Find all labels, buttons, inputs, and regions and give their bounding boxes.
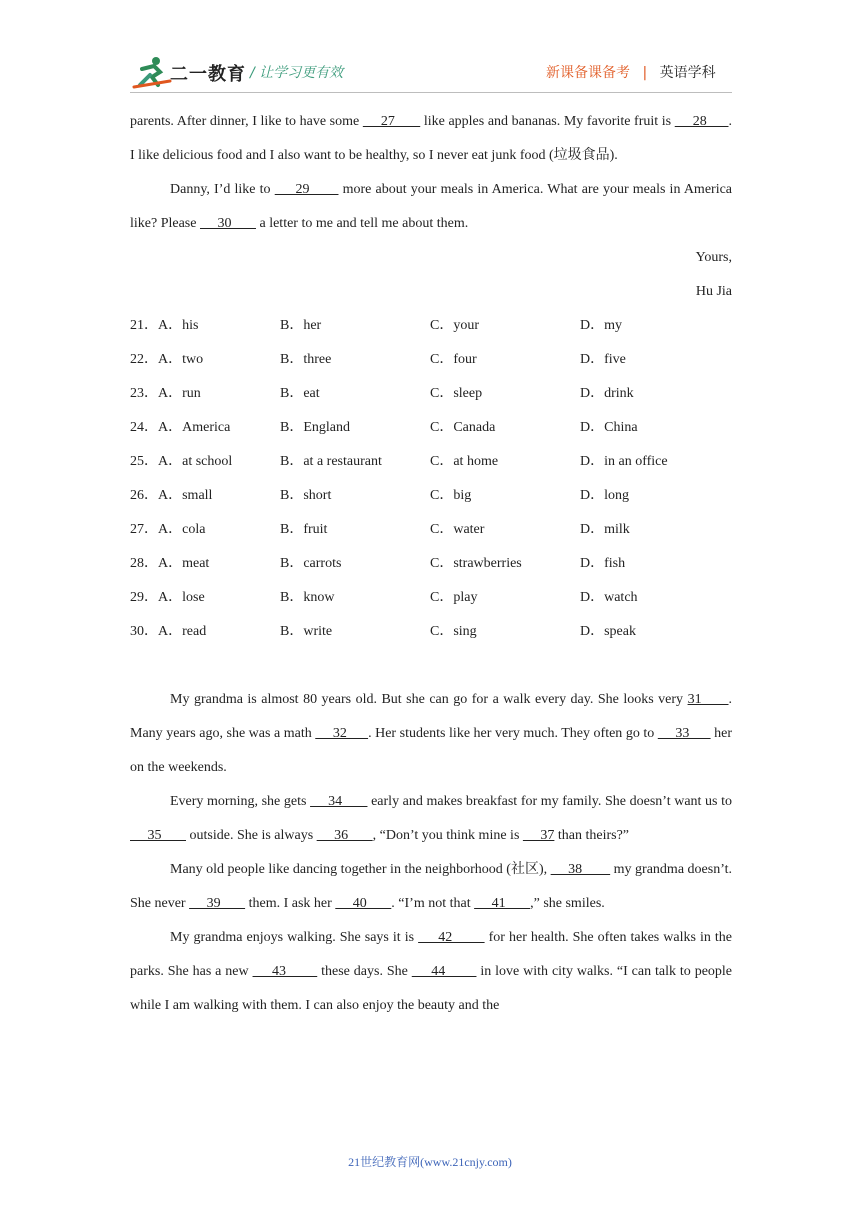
text-run: Many old people like dancing together in the neighborhood (社区), xyxy=(170,862,551,877)
blank-35: 35 xyxy=(130,828,186,843)
blank-41: 41 xyxy=(474,896,531,911)
text-run: . Many years ago, she was a math xyxy=(130,692,733,741)
option-c: C．at home xyxy=(430,454,499,469)
blank-28: 28 xyxy=(674,114,729,129)
blank-33: 33 xyxy=(657,726,711,741)
option-d: D．fish xyxy=(580,556,626,571)
option-c: C．four xyxy=(430,352,477,367)
blank-43: 43 xyxy=(252,964,318,979)
option-d: D．drink xyxy=(580,386,634,401)
option-d: D．speak xyxy=(580,624,636,639)
runner-logo-icon xyxy=(132,55,172,89)
text-run: her on the weekends. xyxy=(130,726,732,775)
blank-32: 32 xyxy=(315,726,369,741)
text-run: a letter to me and tell me about them. xyxy=(255,216,469,231)
text-run: Every morning, she gets xyxy=(170,794,311,809)
option-d: D．milk xyxy=(580,522,630,537)
blank-44: 44 xyxy=(411,964,477,979)
blank-37: 37 xyxy=(522,828,555,843)
option-row xyxy=(130,513,732,547)
option-c: C．sing xyxy=(430,624,477,639)
option-a: 27．A．cola xyxy=(130,522,206,537)
text-run: early and makes breakfast for my family. She doesn’t want us to xyxy=(367,794,732,809)
slogan: / 让学习更有效 xyxy=(250,65,344,81)
option-b: B．short xyxy=(280,488,332,503)
option-b: B．at a restaurant xyxy=(280,454,382,469)
option-c: C．strawberries xyxy=(430,556,522,571)
text-run: , “Don’t you think mine is xyxy=(372,828,523,843)
text-run: in love with city walks. “I can talk to people while I am walking with them. I can also enjoy the beauty and the xyxy=(130,964,733,1013)
passage2-paragraph1 xyxy=(130,683,732,785)
header-subject-label: 英语学科 xyxy=(659,65,716,81)
passage1-paragraph2 xyxy=(130,173,732,241)
text-run: outside. She is always xyxy=(186,828,317,843)
option-a: 28．A．meat xyxy=(130,556,210,571)
option-row xyxy=(130,343,732,377)
text-run: Danny, I’d like to xyxy=(170,182,275,197)
passage2-paragraph3 xyxy=(130,853,732,921)
option-b: B．England xyxy=(280,420,350,435)
option-row xyxy=(130,411,732,445)
option-row xyxy=(130,445,732,479)
option-a: 24．A．America xyxy=(130,420,231,435)
blank-27: 27 xyxy=(362,114,421,129)
text-run: than theirs?” xyxy=(554,828,630,843)
option-a: 30．A．read xyxy=(130,624,207,639)
section-gap xyxy=(130,649,732,683)
option-b: B．eat xyxy=(280,386,320,401)
option-row xyxy=(130,547,732,581)
text-run: for her health. She often takes walks in the parks. She has a new xyxy=(130,930,733,979)
option-b: B．write xyxy=(280,624,333,639)
blank-30: 30 xyxy=(199,216,256,231)
option-c: C．Canada xyxy=(430,420,496,435)
text-run: My grandma is almost 80 years old. But she can go for a walk every day. She looks very xyxy=(170,692,688,707)
option-d: D．watch xyxy=(580,590,638,605)
blank-38: 38 xyxy=(550,862,611,877)
option-a: 25．A．at school xyxy=(130,454,233,469)
option-row xyxy=(130,581,732,615)
option-d: D．in an office xyxy=(580,454,668,469)
text-run: them. I ask her xyxy=(245,896,336,911)
text-run: My grandma enjoys walking. She says it is xyxy=(170,930,419,945)
text-run: ,” she smiles. xyxy=(530,896,605,911)
blank-31: 31 xyxy=(687,692,729,707)
blank-29: 29 xyxy=(274,182,339,197)
options-list xyxy=(130,309,732,649)
text-run: . Her students like her very much. They often go to xyxy=(368,726,658,741)
blank-42: 42 xyxy=(418,930,485,945)
text-run: . “I’m not that xyxy=(391,896,475,911)
option-a: 26．A．small xyxy=(130,488,213,503)
text-run: like apples and bananas. My favorite fruit is xyxy=(420,114,675,129)
option-c: C．play xyxy=(430,590,478,605)
blank-34: 34 xyxy=(310,794,368,809)
option-a: 22．A．two xyxy=(130,352,204,367)
page-footer: 21世纪教育网(www.21cnjy.com) xyxy=(348,1155,512,1169)
passage2-paragraph4 xyxy=(130,921,732,1023)
option-b: B．know xyxy=(280,590,335,605)
letter-closing: Yours, xyxy=(695,250,732,265)
document-body xyxy=(130,105,732,1023)
text-run: more about your meals in America. What are your meals in America like? Please xyxy=(130,182,733,231)
blank-39: 39 xyxy=(189,896,246,911)
blank-36: 36 xyxy=(316,828,373,843)
option-d: D．my xyxy=(580,318,622,333)
blank-40: 40 xyxy=(335,896,392,911)
option-c: C．water xyxy=(430,522,485,537)
option-c: C．sleep xyxy=(430,386,483,401)
text-run: these days. She xyxy=(317,964,412,979)
option-a: 23．A．run xyxy=(130,386,201,401)
passage1-paragraph1 xyxy=(130,105,732,173)
page-header xyxy=(0,0,860,100)
option-d: D．long xyxy=(580,488,629,503)
option-row xyxy=(130,615,732,649)
option-row xyxy=(130,479,732,513)
text-run: parents. After dinner, I like to have some xyxy=(130,114,363,129)
letter-signature: Hu Jia xyxy=(695,284,732,299)
header-separator: | xyxy=(642,65,648,81)
option-row xyxy=(130,377,732,411)
option-row xyxy=(130,309,732,343)
option-a: 21．A．his xyxy=(130,318,199,333)
header-divider xyxy=(130,92,732,93)
header-subject xyxy=(546,62,716,82)
option-c: C．big xyxy=(430,488,472,503)
option-b: B．her xyxy=(280,318,322,333)
option-b: B．carrots xyxy=(280,556,342,571)
option-d: D．China xyxy=(580,420,638,435)
option-d: D．five xyxy=(580,352,626,367)
option-a: 29．A．lose xyxy=(130,590,205,605)
option-b: B．three xyxy=(280,352,332,367)
option-c: C．your xyxy=(430,318,479,333)
text-run: . I like delicious food and I also want to be healthy, so I never eat junk food (垃圾食品). xyxy=(130,114,732,163)
header-prep-label: 新课备课备考 xyxy=(546,65,630,81)
passage2-paragraph2 xyxy=(130,785,732,853)
text-run: my grandma doesn’t. She never xyxy=(130,862,732,911)
logo-text: 二一教育 xyxy=(170,64,246,85)
option-b: B．fruit xyxy=(280,522,328,537)
